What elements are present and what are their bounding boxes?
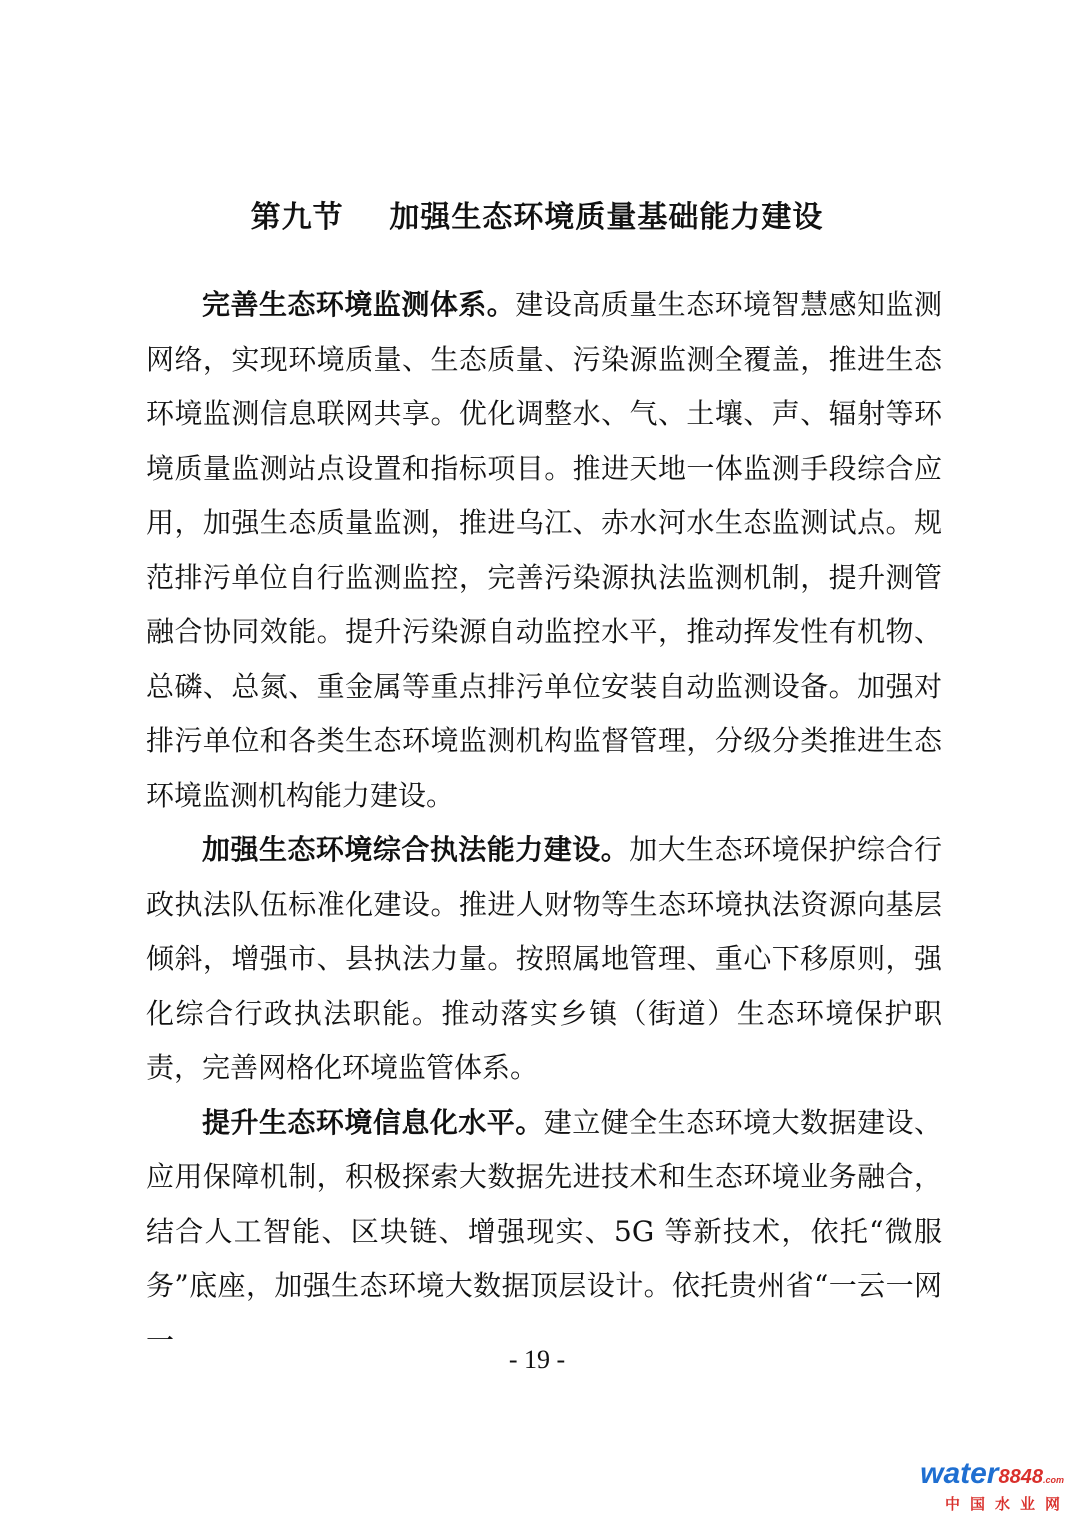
paragraph-informatization bbox=[146, 1096, 942, 1369]
watermark-logo-word: water bbox=[920, 1457, 999, 1490]
section-title: 第九节 加强生态环境质量基础能力建设 bbox=[250, 200, 824, 235]
watermark-logo-number: 8848 bbox=[998, 1466, 1043, 1488]
page-number: - 19 - bbox=[508, 1345, 566, 1374]
watermark-subtitle: 中国水业网 bbox=[944, 1496, 1070, 1513]
body-text bbox=[146, 278, 942, 1368]
watermark-logo-suffix: .com bbox=[1042, 1475, 1064, 1485]
paragraph-monitoring bbox=[146, 278, 942, 823]
paragraph-lead: 提升生态环境信息化水平。 bbox=[202, 1105, 544, 1139]
paragraph-body: 建立健全生态环境大数据建设、应用保障机制，积极探索大数据先进技术和生态环境业务融合，结合人工智能、区块链、增强现实、5G 等新技术，依托“微服务”底座，加强生态环境大数据顶层设计。依托贵州省“一云一网一 bbox=[146, 1105, 942, 1357]
paragraph-body: 加大生态环境保护综合行政执法队伍标准化建设。推进人财物等生态环境执法资源向基层倾斜，增强市、县执法力量。按照属地管理、重心下移原则，强化综合行政执法职能。推动落实乡镇（街道）生态环境保护职责，完善网格化环境监管体系。 bbox=[146, 833, 942, 1084]
watermark-logo bbox=[894, 1457, 1070, 1514]
paragraph-enforcement bbox=[146, 823, 942, 1096]
paragraph-body: 建设高质量生态环境智慧感知监测网络，实现环境质量、生态质量、污染源监测全覆盖，推进生态环境监测信息联网共享。优化调整水、气、土壤、声、辐射等环境质量监测站点设置和指标项目。推进天地一体监测手段综合应用，加强生态质量监测，推进乌江、赤水河水生态监测试点。规范排污单位自行监测监控，完善污染源执法监测机制，提升测管融合协同效能。提升污染源自动监控水平，推动挥发性有机物、总磷、总氮、重金属等重点排污单位安装自动监测设备。加强对排污单位和各类生态环境监测机构监督管理，分级分类推进生态环境监测机构能力建设。 bbox=[146, 288, 942, 812]
paragraph-lead: 完善生态环境监测体系。 bbox=[202, 288, 516, 321]
paragraph-lead: 加强生态环境综合执法能力建设。 bbox=[202, 833, 630, 866]
watermark-logo-mark bbox=[894, 1458, 1064, 1496]
